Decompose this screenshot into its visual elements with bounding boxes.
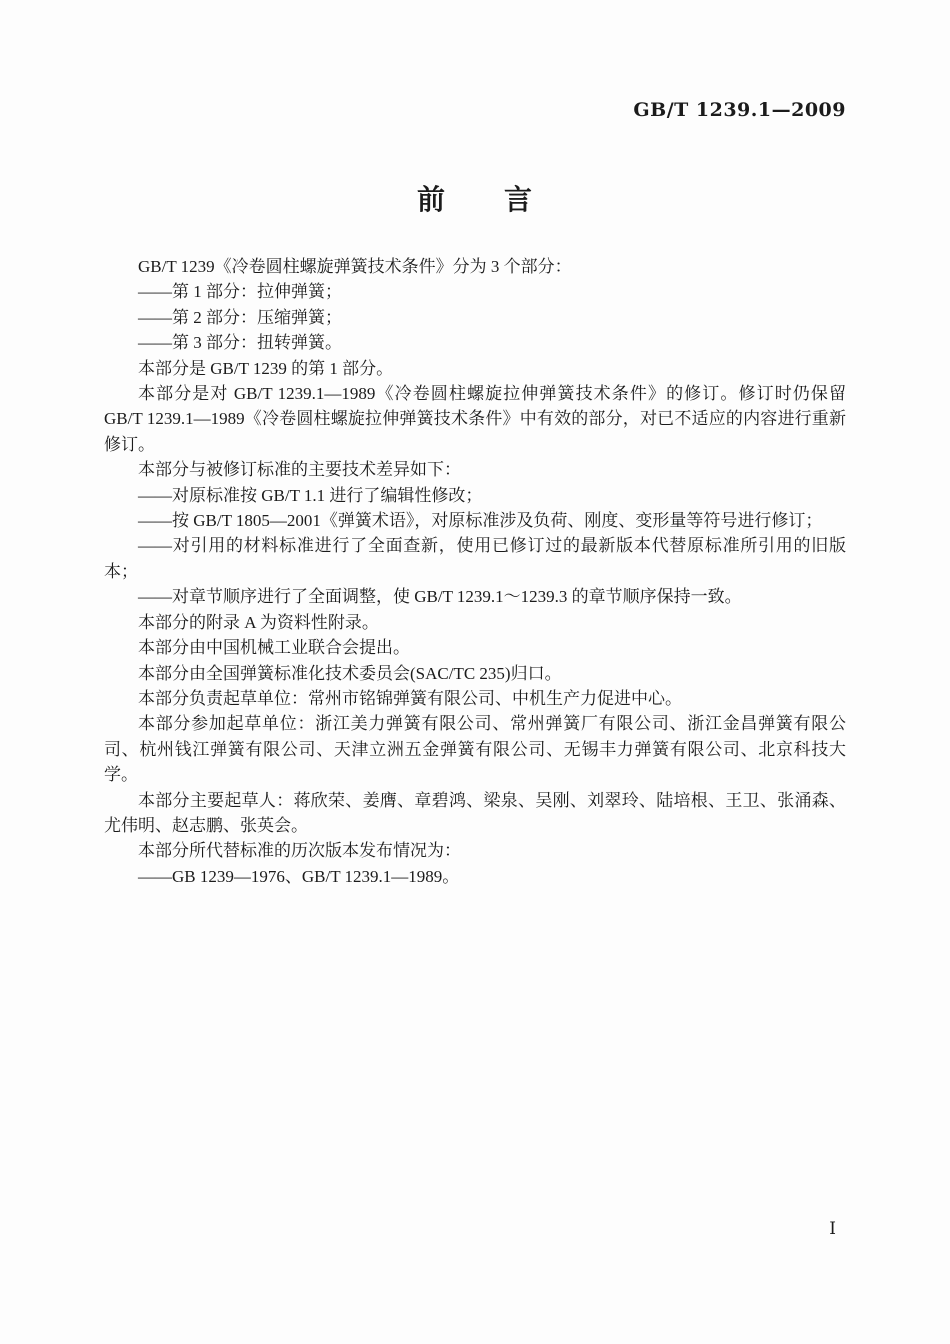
page-title: 前 言 (416, 184, 533, 215)
foreword-paragraph: ——按 GB/T 1805—2001《弹簧术语》，对原标准涉及负荷、刚度、变形量等符号进行修订； (138, 511, 823, 531)
foreword-paragraph: ——第 1 部分：拉伸弹簧； (138, 282, 342, 302)
foreword-paragraph: 本部分负责起草单位：常州市铭锦弹簧有限公司、中机生产力促进中心。 (138, 688, 682, 708)
foreword-paragraph: 本部分是 GB/T 1239 的第 1 部分。 (138, 358, 394, 378)
foreword-paragraph: ——GB 1239—1976、GB/T 1239.1—1989。 (138, 866, 460, 886)
foreword-paragraph: GB/T 1239《冷卷圆柱螺旋弹簧技术条件》分为 3 个部分： (138, 257, 572, 276)
foreword-paragraph: 本部分的附录 A 为资料性附录。 (138, 612, 379, 632)
foreword-paragraph: 本部分由中国机械工业联合会提出。 (138, 638, 410, 658)
foreword-paragraph: ——对引用的材料标准进行了全面查新，使用已修订过的最新版本代替原标准所引用的旧版本； (104, 536, 846, 581)
foreword-paragraph: 本部分参加起草单位：浙江美力弹簧有限公司、常州弹簧厂有限公司、浙江金昌弹簧有限公司、杭州钱江弹簧有限公司、天津立洲五金弹簧有限公司、无锡丰力弹簧有限公司、北京科技大学。 (104, 714, 846, 785)
foreword-paragraph: ——第 3 部分：扭转弹簧。 (138, 333, 342, 353)
foreword-paragraph: 本部分是对 GB/T 1239.1—1989《冷卷圆柱螺旋拉伸弹簧技术条件》的修订。修订时仍保留 GB/T 1239.1—1989《冷卷圆柱螺旋拉伸弹簧技术条件》中有效的部分，对已不适应的内容进行重新修订。 (104, 384, 846, 454)
foreword-paragraph: 本部分由全国弹簧标准化技术委员会(SAC/TC 235)归口。 (138, 663, 562, 683)
foreword-paragraph: 本部分所代替标准的历次版本发布情况为： (138, 841, 461, 861)
foreword-paragraph: 本部分与被修订标准的主要技术差异如下： (138, 460, 461, 480)
foreword-paragraph: ——对原标准按 GB/T 1.1 进行了编辑性修改； (138, 485, 483, 505)
standard-number-header: GB/T 1239.1—2009 (633, 99, 846, 121)
foreword-paragraph: 本部分主要起草人：蒋欣荣、姜膺、章碧鸿、梁泉、吴刚、刘翠玲、陆培根、王卫、张涌森、尤伟明、赵志鹏、张英会。 (104, 790, 846, 835)
foreword-body (104, 254, 846, 889)
page-number: I (829, 1219, 836, 1239)
foreword-paragraph: ——第 2 部分：压缩弹簧； (138, 307, 342, 327)
foreword-paragraph: ——对章节顺序进行了全面调整，使 GB/T 1239.1～1239.3 的章节顺序保持一致。 (138, 587, 742, 607)
